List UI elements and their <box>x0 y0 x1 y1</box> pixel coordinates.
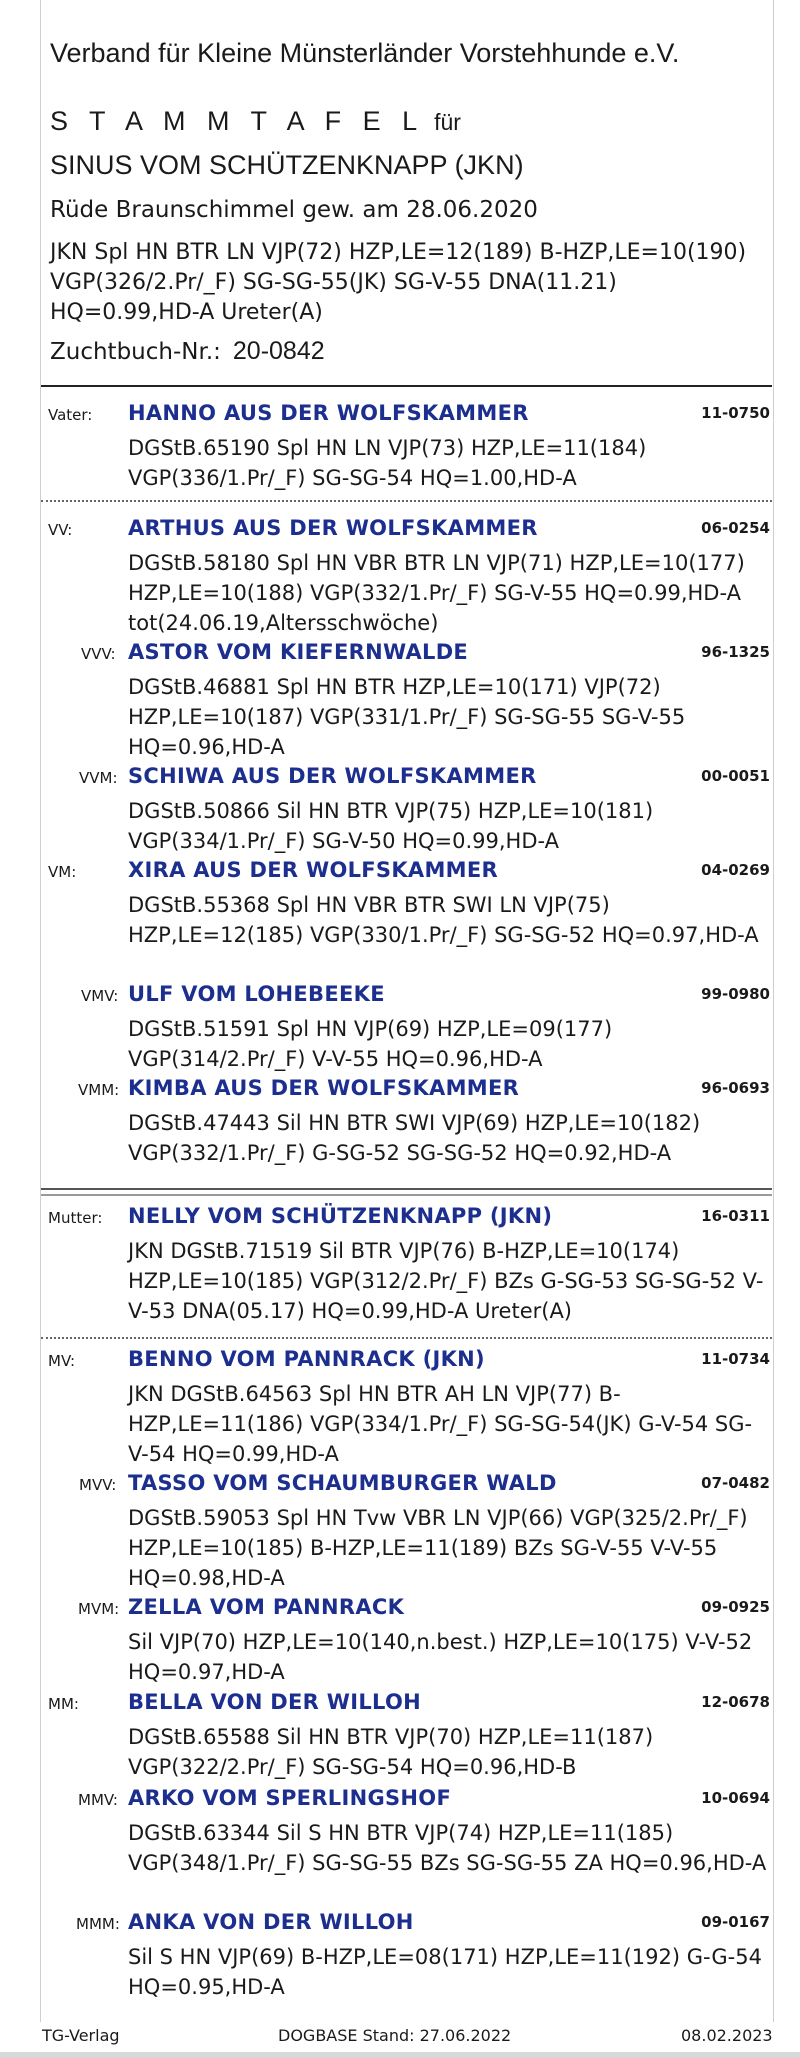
ancestor-name: ASTOR VOM KIEFERNWALDE <box>128 640 469 664</box>
ancestor-details: DGStB.58180 Spl HN VBR BTR LN VJP(71) HZP,LE=10(177) HZP,LE=10(188) VGP(332/1.Pr/_F) SG-V-55 HQ=0.99,HD-A tot(24.06.19,Altersschwöche) <box>128 551 745 635</box>
ancestor-details: DGStB.59053 Spl HN Tvw VBR LN VJP(66) VGP(325/2.Pr/_F) HZP,LE=10(185) B-HZP,LE=11(189) BZs SG-V-55 V-V-55 HQ=0.98,HD-A <box>128 1506 748 1590</box>
ancestor-details: DGStB.50866 Sil HN BTR VJP(75) HZP,LE=10(181) VGP(334/1.Pr/_F) SG-V-50 HQ=0.99,HD-A <box>128 799 654 853</box>
ancestor-name: XIRA AUS DER WOLFSKAMMER <box>128 858 498 882</box>
relation-label: Vater: <box>48 406 93 424</box>
ancestor-name: ARKO VOM SPERLINGSHOF <box>128 1786 452 1810</box>
registration-number: 09-0167 <box>701 1913 770 1931</box>
ancestor-details: JKN DGStB.64563 Spl HN BTR AH LN VJP(77) B-HZP,LE=11(186) VGP(334/1.Pr/_F) SG-SG-54(JK) G-V-54 SG-V-54 HQ=0.99,HD-A <box>128 1382 753 1466</box>
relation-label: VVM: <box>79 769 118 787</box>
dog-details: JKN Spl HN BTR LN VJP(72) HZP,LE=12(189) B-HZP,LE=10(190) VGP(326/2.Pr/_F) SG-SG-55(JK) SG-V-55 DNA(11.21) HQ=0.99,HD-A Ureter(A) <box>50 240 747 325</box>
ancestor-details: DGStB.51591 Spl HN VJP(69) HZP,LE=09(177) VGP(314/2.Pr/_F) V-V-55 HQ=0.96,HD-A <box>128 1017 613 1071</box>
relation-label: VMM: <box>78 1081 120 1099</box>
title-stammtafel: S T A M M T A F E L <box>50 106 425 136</box>
footer-date: 08.02.2023 <box>681 2026 773 2045</box>
registration-number: 11-0734 <box>701 1350 770 1368</box>
zuchtbuch-number: 20-0842 <box>232 337 325 365</box>
ancestor-details: DGStB.47443 Sil HN BTR SWI VJP(69) HZP,LE=10(182) VGP(332/1.Pr/_F) G-SG-52 SG-SG-52 HQ=0.92,HD-A <box>128 1111 701 1165</box>
ancestor-details: DGStB.55368 Spl HN VBR BTR SWI LN VJP(75) HZP,LE=12(185) VGP(330/1.Pr/_F) SG-SG-52 HQ=0.97,HD-A <box>128 893 759 947</box>
relation-label: MVV: <box>79 1476 117 1494</box>
relation-label: MVM: <box>78 1600 120 1618</box>
relation-label: MMV: <box>78 1791 118 1809</box>
zuchtbuch-label: Zuchtbuch-Nr.: <box>50 339 221 365</box>
registration-number: 07-0482 <box>701 1474 770 1492</box>
ancestor-name: ANKA VON DER WILLOH <box>128 1910 414 1934</box>
registration-number: 99-0980 <box>701 985 770 1003</box>
registration-number: 16-0311 <box>701 1207 770 1225</box>
page-bottom-edge <box>0 2052 800 2058</box>
ancestor-details: DGStB.65588 Sil HN BTR VJP(70) HZP,LE=11(187) VGP(322/2.Pr/_F) SG-SG-54 HQ=0.96,HD-B <box>128 1725 654 1779</box>
separator-after-father <box>41 500 772 502</box>
document-title <box>50 106 461 137</box>
dog-name: SINUS VOM SCHÜTZENKNAPP (JKN) <box>50 150 524 180</box>
ancestor-name: SCHIWA AUS DER WOLFSKAMMER <box>128 764 537 788</box>
footer-publisher: TG-Verlag <box>42 2026 120 2045</box>
relation-label: VMV: <box>81 987 119 1005</box>
registration-number: 04-0269 <box>701 861 770 879</box>
footer-source: DOGBASE Stand: 27.06.2022 <box>278 2026 512 2045</box>
registration-number: 96-0693 <box>701 1079 770 1097</box>
registration-number: 10-0694 <box>701 1789 770 1807</box>
sire-dam-separator <box>41 1188 772 1196</box>
ancestor-details: JKN DGStB.71519 Sil BTR VJP(76) B-HZP,LE=10(174) HZP,LE=10(185) VGP(312/2.Pr/_F) BZs G-SG-53 SG-SG-52 V-V-53 DNA(05.17) HQ=0.99,HD-A Ureter(A) <box>128 1239 764 1323</box>
registration-number: 12-0678 <box>701 1693 770 1711</box>
ancestor-name: BENNO VOM PANNRACK (JKN) <box>128 1347 485 1371</box>
registration-number: 06-0254 <box>701 519 770 537</box>
ancestor-details: DGStB.65190 Spl HN LN VJP(73) HZP,LE=11(184) VGP(336/1.Pr/_F) SG-SG-54 HQ=1.00,HD-A <box>128 436 647 490</box>
registration-number: 09-0925 <box>701 1598 770 1616</box>
zuchtbuch-line <box>50 337 325 366</box>
ancestor-name: BELLA VON DER WILLOH <box>128 1690 421 1714</box>
ancestor-details: DGStB.46881 Spl HN BTR HZP,LE=10(171) VJP(72) HZP,LE=10(187) VGP(331/1.Pr/_F) SG-SG-55 SG-V-55 HQ=0.96,HD-A <box>128 675 686 759</box>
ancestor-name: ULF VOM LOHEBEEKE <box>128 982 385 1006</box>
ancestor-name: ARTHUS AUS DER WOLFSKAMMER <box>128 516 538 540</box>
ancestor-name: ZELLA VOM PANNRACK <box>128 1595 405 1619</box>
ancestor-details: DGStB.63344 Sil S HN BTR VJP(74) HZP,LE=11(185) VGP(348/1.Pr/_F) SG-SG-55 BZs SG-SG-55 ZA HQ=0.96,HD-A <box>128 1821 767 1875</box>
registration-number: 11-0750 <box>701 404 770 422</box>
title-fuer: für <box>434 109 461 135</box>
ancestor-name: TASSO VOM SCHAUMBURGER WALD <box>128 1471 557 1495</box>
relation-label: MM: <box>48 1695 79 1713</box>
relation-label: Mutter: <box>48 1209 103 1227</box>
sex-color-birth: Rüde Braunschimmel gew. am 28.06.2020 <box>50 197 538 223</box>
relation-label: VVV: <box>81 645 116 663</box>
separator-after-mother <box>41 1337 772 1339</box>
relation-label: MV: <box>48 1352 76 1370</box>
ancestor-details: Sil VJP(70) HZP,LE=10(140,n.best.) HZP,LE=10(175) V-V-52 HQ=0.97,HD-A <box>128 1630 753 1684</box>
relation-label: VV: <box>48 521 73 539</box>
association-name: Verband für Kleine Münsterländer Vorstehhunde e.V. <box>50 38 680 68</box>
ancestor-name: HANNO AUS DER WOLFSKAMMER <box>128 401 529 425</box>
registration-number: 00-0051 <box>701 767 770 785</box>
ancestor-details: Sil S HN VJP(69) B-HZP,LE=08(171) HZP,LE=11(192) G-G-54 HQ=0.95,HD-A <box>128 1945 762 1999</box>
relation-label: MMM: <box>76 1915 120 1933</box>
header-separator <box>41 385 772 387</box>
registration-number: 96-1325 <box>701 643 770 661</box>
ancestor-name: NELLY VOM SCHÜTZENKNAPP (JKN) <box>128 1204 553 1228</box>
ancestor-name: KIMBA AUS DER WOLFSKAMMER <box>128 1076 520 1100</box>
relation-label: VM: <box>48 863 77 881</box>
